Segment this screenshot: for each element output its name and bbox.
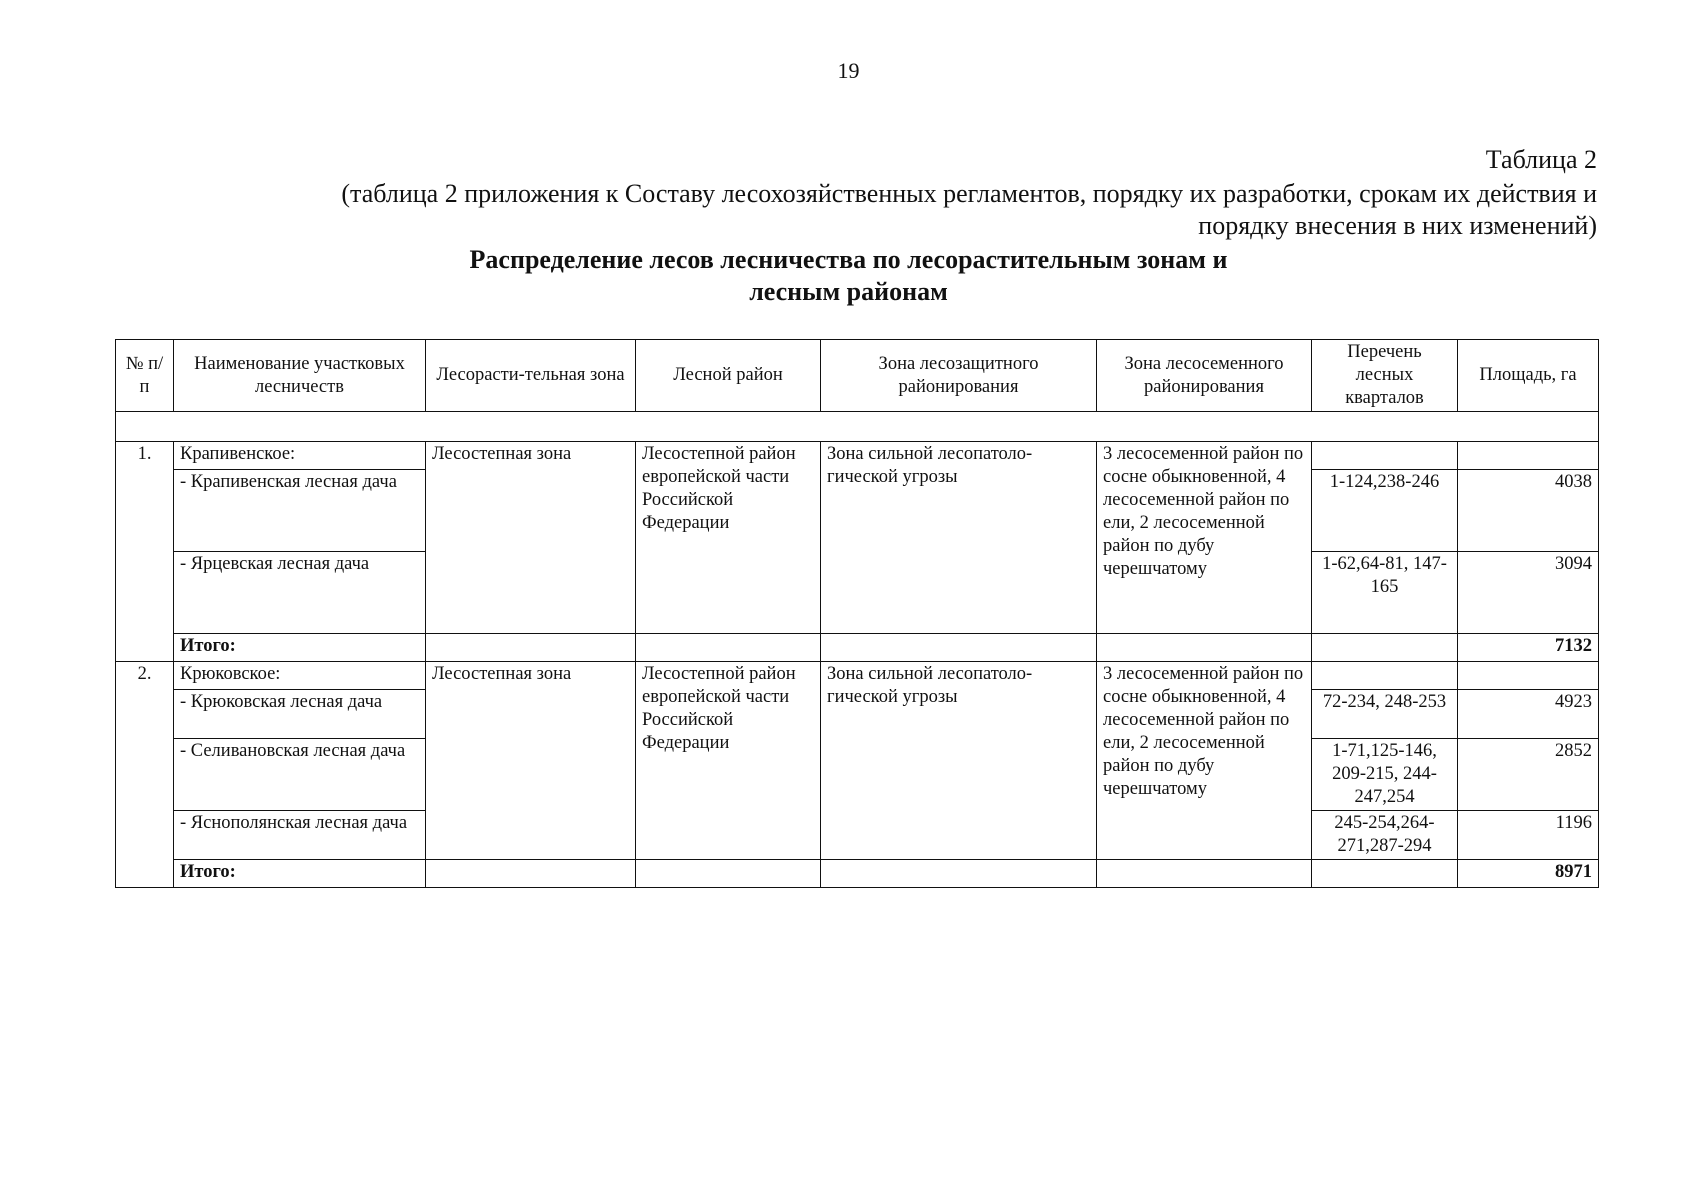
empty-cell <box>821 860 1097 888</box>
protection-zone-cell: Зона сильной лесопатоло-гической угрозы <box>821 662 1097 860</box>
forest-dacha-name: - Яснополянская лесная дача <box>174 811 426 860</box>
zone-cell: Лесостепная зона <box>426 442 636 634</box>
title-line-2: лесным районам <box>749 277 948 306</box>
zone-cell: Лесостепная зона <box>426 662 636 860</box>
empty-cell <box>636 860 821 888</box>
group-name: Крюковское: <box>174 662 426 690</box>
protection-zone-cell: Зона сильной лесопатоло-гической угрозы <box>821 442 1097 634</box>
header-quarters: Перечень лесных кварталов <box>1312 340 1458 412</box>
group-row <box>116 442 1599 470</box>
total-label: Итого: <box>174 634 426 662</box>
area-cell <box>1458 662 1599 690</box>
empty-cell <box>1097 634 1312 662</box>
total-row <box>116 634 1599 662</box>
quarters-cell <box>1312 662 1458 690</box>
forest-dacha-name: - Селивановская лесная дача <box>174 739 426 811</box>
subtitle-line-2: порядку внесения в них изменений) <box>1198 211 1597 240</box>
empty-cell <box>821 634 1097 662</box>
subtitle-line-1: (таблица 2 приложения к Составу лесохозяйственных регламентов, порядку их разработки, срокам их действия и <box>341 179 1597 208</box>
area-cell: 1196 <box>1458 811 1599 860</box>
area-cell: 4923 <box>1458 690 1599 739</box>
header-row <box>116 340 1599 412</box>
area-cell: 2852 <box>1458 739 1599 811</box>
empty-cell <box>426 634 636 662</box>
forest-dacha-name: - Ярцевская лесная дача <box>174 552 426 634</box>
area-cell: 4038 <box>1458 470 1599 552</box>
table-title <box>0 244 1697 308</box>
header-district: Лесной район <box>636 340 821 412</box>
group-row <box>116 662 1599 690</box>
forest-distribution-table <box>115 339 1599 888</box>
empty-cell <box>1312 860 1458 888</box>
quarters-cell: 72-234, 248-253 <box>1312 690 1458 739</box>
header-seed-zone: Зона лесосеменного районирования <box>1097 340 1312 412</box>
quarters-cell: 245-254,264-271,287-294 <box>1312 811 1458 860</box>
spacer-row <box>116 412 1599 442</box>
empty-cell <box>1097 860 1312 888</box>
quarters-cell <box>1312 442 1458 470</box>
area-cell <box>1458 442 1599 470</box>
empty-cell <box>636 634 821 662</box>
total-label: Итого: <box>174 860 426 888</box>
district-cell: Лесостепной район европейской части Российской Федерации <box>636 662 821 860</box>
header-num: № п/п <box>116 340 174 412</box>
quarters-cell: 1-62,64-81, 147-165 <box>1312 552 1458 634</box>
seed-zone-cell: 3 лесосеменной район по сосне обыкновенной, 4 лесосеменной район по ели, 2 лесосеменной район по дубу черешчатому <box>1097 442 1312 634</box>
empty-cell <box>1312 634 1458 662</box>
quarters-cell: 1-71,125-146, 209-215, 244-247,254 <box>1312 739 1458 811</box>
spacer-cell <box>116 412 1599 442</box>
forest-dacha-name: - Крапивенская лесная дача <box>174 470 426 552</box>
total-area: 7132 <box>1458 634 1599 662</box>
total-row <box>116 860 1599 888</box>
header-protection-zone: Зона лесозащитного районирования <box>821 340 1097 412</box>
header-area: Площадь, га <box>1458 340 1599 412</box>
empty-cell <box>426 860 636 888</box>
table-subtitle <box>197 178 1597 242</box>
quarters-cell: 1-124,238-246 <box>1312 470 1458 552</box>
seed-zone-cell: 3 лесосеменной район по сосне обыкновенной, 4 лесосеменной район по ели, 2 лесосеменной район по дубу черешчатому <box>1097 662 1312 860</box>
title-line-1: Распределение лесов лесничества по лесорастительным зонам и <box>469 245 1228 274</box>
header-name: Наименование участковых лесничеств <box>174 340 426 412</box>
group-number: 2. <box>116 662 174 888</box>
group-number: 1. <box>116 442 174 662</box>
forest-dacha-name: - Крюковская лесная дача <box>174 690 426 739</box>
page-number: 19 <box>837 58 860 83</box>
area-cell: 3094 <box>1458 552 1599 634</box>
group-name: Крапивенское: <box>174 442 426 470</box>
table-label: Таблица 2 <box>1485 145 1597 174</box>
header-zone: Лесорасти-тельная зона <box>426 340 636 412</box>
total-area: 8971 <box>1458 860 1599 888</box>
district-cell: Лесостепной район европейской части Российской Федерации <box>636 442 821 634</box>
